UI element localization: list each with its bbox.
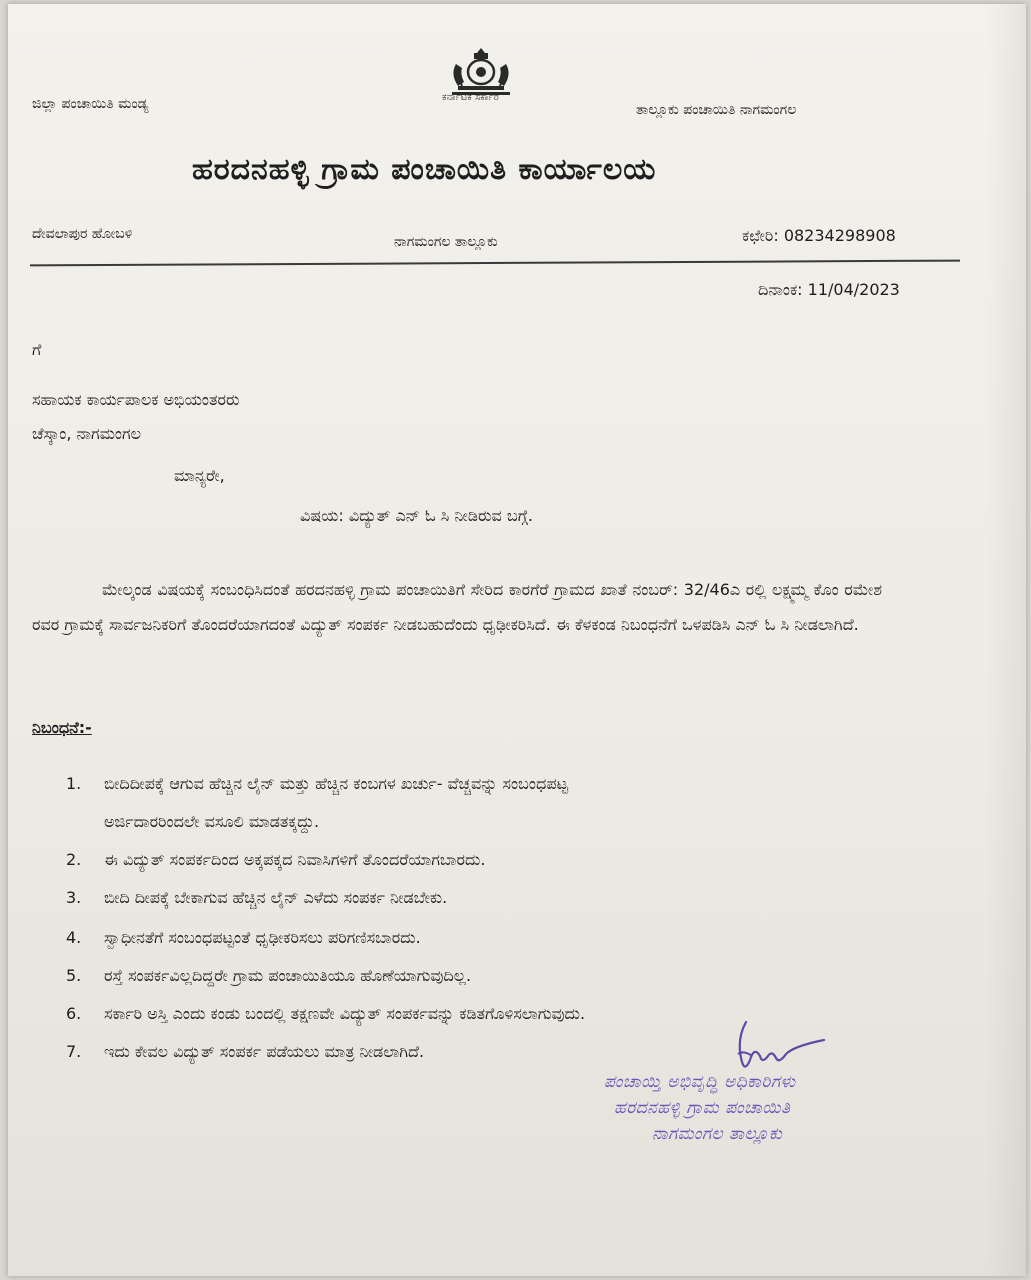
list-item	[66, 966, 471, 986]
list-item-number: 4.	[66, 928, 82, 947]
stamp-line-designation: ಪಂಚಾಯ್ತಿ ಅಭಿವೃದ್ಧಿ ಅಧಿಕಾರಿಗಳು	[604, 1072, 796, 1092]
recipient-designation: ಸಹಾಯಕ ಕಾರ್ಯಪಾಲಕ ಅಭಿಯಂತರರು	[32, 390, 240, 409]
list-item	[66, 928, 421, 948]
list-item-text: ಈ ವಿದ್ಯುತ್ ಸಂಪರ್ಕದಿಂದ ಅಕ್ಕಪಕ್ಕದ ನಿವಾಸಿಗಳಿಗೆ ತೊಂದರೆಯಾಗಬಾರದು.	[104, 850, 486, 869]
list-item-text: ಸ್ವಾಧೀನತೆಗೆ ಸಂಬಂಧಪಟ್ಟಂತೆ ಧೃಢೀಕರಿಸಲು ಪರಿಗಣಿಸಬಾರದು.	[104, 928, 421, 947]
recipient-to: ಗೆ	[32, 340, 42, 359]
list-item-text: ರಸ್ತೆ ಸಂಪರ್ಕವಿಲ್ಲದಿದ್ದರೇ ಗ್ರಾಮ ಪಂಚಾಯಿತಿಯೂ ಹೊಣೆಯಾಗುವುದಿಲ್ಲ.	[104, 966, 472, 985]
office-title: ಹರದನಹಳ್ಳಿ ಗ್ರಾಮ ಪಂಚಾಯಿತಿ ಕಾರ್ಯಾಲಯ	[192, 152, 657, 187]
taluk-label: ನಾಗಮಂಗಲ ತಾಲ್ಲೂಕು	[394, 234, 498, 250]
list-item-text: ಸರ್ಕಾರಿ ಅಸ್ತಿ ಎಂದು ಕಂಡು ಬಂದಲ್ಲಿ ತಕ್ಷಣವೇ ವಿದ್ಯುತ್ ಸಂಪರ್ಕವನ್ನು ಕಡಿತಗೊಳಿಸಲಾಗುವುದು.	[104, 1004, 586, 1023]
list-item	[66, 888, 447, 908]
letter-date: ದಿನಾಂಕ: 11/04/2023	[758, 280, 900, 299]
office-phone: ಕಛೇರಿ: 08234298908	[742, 226, 896, 245]
document-page	[8, 4, 1026, 1276]
list-item	[66, 1004, 585, 1024]
conditions-heading: ನಿಬಂಧನೆ:-	[32, 718, 92, 737]
list-item-number: 1.	[66, 774, 82, 793]
list-item-number: 5.	[66, 966, 82, 985]
list-item-number: 2.	[66, 850, 82, 869]
list-item-text: ಬೀದಿ ದೀಪಕ್ಕೆ ಬೇಕಾಗುವ ಹೆಚ್ಚಿನ ಲೈನ್ ಎಳೆದು ಸಂಪರ್ಕ ನೀಡಬೇಕು.	[104, 888, 448, 907]
list-item-text: ಬೀದಿದೀಪಕ್ಕೆ ಆಗುವ ಹೆಚ್ಚಿನ ಲೈನ್ ಮತ್ತು ಹೆಚ್ಚಿನ ಕಂಬಗಳ ಖರ್ಚು- ವೆಚ್ಚವನ್ನು ಸಂಬಂಧಪಟ್ಟ	[104, 774, 569, 793]
list-item	[66, 1042, 424, 1062]
list-item-continuation: ಅರ್ಜಿದಾರರಿಂದಲೇ ವಸೂಲಿ ಮಾಡತಕ್ಕದ್ದು.	[104, 812, 320, 831]
list-item	[66, 850, 485, 870]
recipient-office: ಚೆಸ್ಕಾಂ, ನಾಗಮಂಗಲ	[32, 424, 142, 443]
salutation: ಮಾನ್ಯರೇ,	[174, 466, 225, 485]
page-edge-shadow	[986, 4, 1026, 1276]
taluk-panchayat-label: ತಾಲ್ಲೂಕು ಪಂಚಾಯಿತಿ ನಾಗಮಂಗಲ	[636, 102, 797, 118]
stamp-line-office: ಹರದನಹಳ್ಳಿ ಗ್ರಾಮ ಪಂಚಾಯಿತಿ	[614, 1098, 791, 1118]
list-item-text: ಇದು ಕೇವಲ ವಿದ್ಯುತ್ ಸಂಪರ್ಕ ಪಡೆಯಲು ಮಾತ್ರ ನೀಡಲಾಗಿದೆ.	[104, 1042, 425, 1061]
subject-line: ವಿಷಯ: ವಿದ್ಯುತ್ ಎನ್ ಓ ಸಿ ನೀಡಿರುವ ಬಗ್ಗೆ.	[300, 506, 533, 525]
stamp-line-taluk: ನಾಗಮಂಗಲ ತಾಲ್ಲೂಕು	[652, 1124, 783, 1144]
header-divider	[30, 260, 960, 267]
emblem-caption: ಕರ್ನಾಟಕ ಸರ್ಕಾರ	[442, 92, 499, 103]
list-item-number: 3.	[66, 888, 82, 907]
list-item-number: 7.	[66, 1042, 82, 1061]
list-item-number: 6.	[66, 1004, 82, 1023]
hobli-label: ದೇವಲಾಪುರ ಹೋಬಳಿ	[32, 226, 133, 242]
body-paragraph: ಮೇಲ್ಕಂಡ ವಿಷಯಕ್ಕೆ ಸಂಬಂಧಿಸಿದಂತೆ ಹರದನಹಳ್ಳಿ ಗ್ರಾಮ ಪಂಚಾಯಿತಿಗೆ ಸೇರಿದ ಕಾರಗೆರೆ ಗ್ರಾಮದ ಖಾತೆ ನಂಬರ್: 32/46ಎ ರಲ್ಲಿ ಲಕ್ಷ್ಮಮ್ಮ ಕೊಂ ರಮೇಶ ರವರ ಗ್ರಾಮಕ್ಕೆ ಸಾರ್ವಜನಿಕರಿಗೆ ತೊಂದರೆಯಾಗದಂತೆ ವಿದ್ಯುತ್ ಸಂಪರ್ಕ ನೀಡಬಹುದೆಂದು ಧೃಢೀಕರಿಸಿದೆ. ಈ ಕೆಳಕಂಡ ನಿಬಂಧನೆಗೆ ಒಳಪಡಿಸಿ ಎನ್ ಓ ಸಿ ನೀಡಲಾಗಿದೆ.	[32, 580, 882, 634]
list-item	[66, 774, 568, 794]
district-panchayat-label: ಜಿಲ್ಲಾ ಪಂಚಾಯಿತಿ ಮಂಡ್ಯ	[32, 96, 149, 112]
